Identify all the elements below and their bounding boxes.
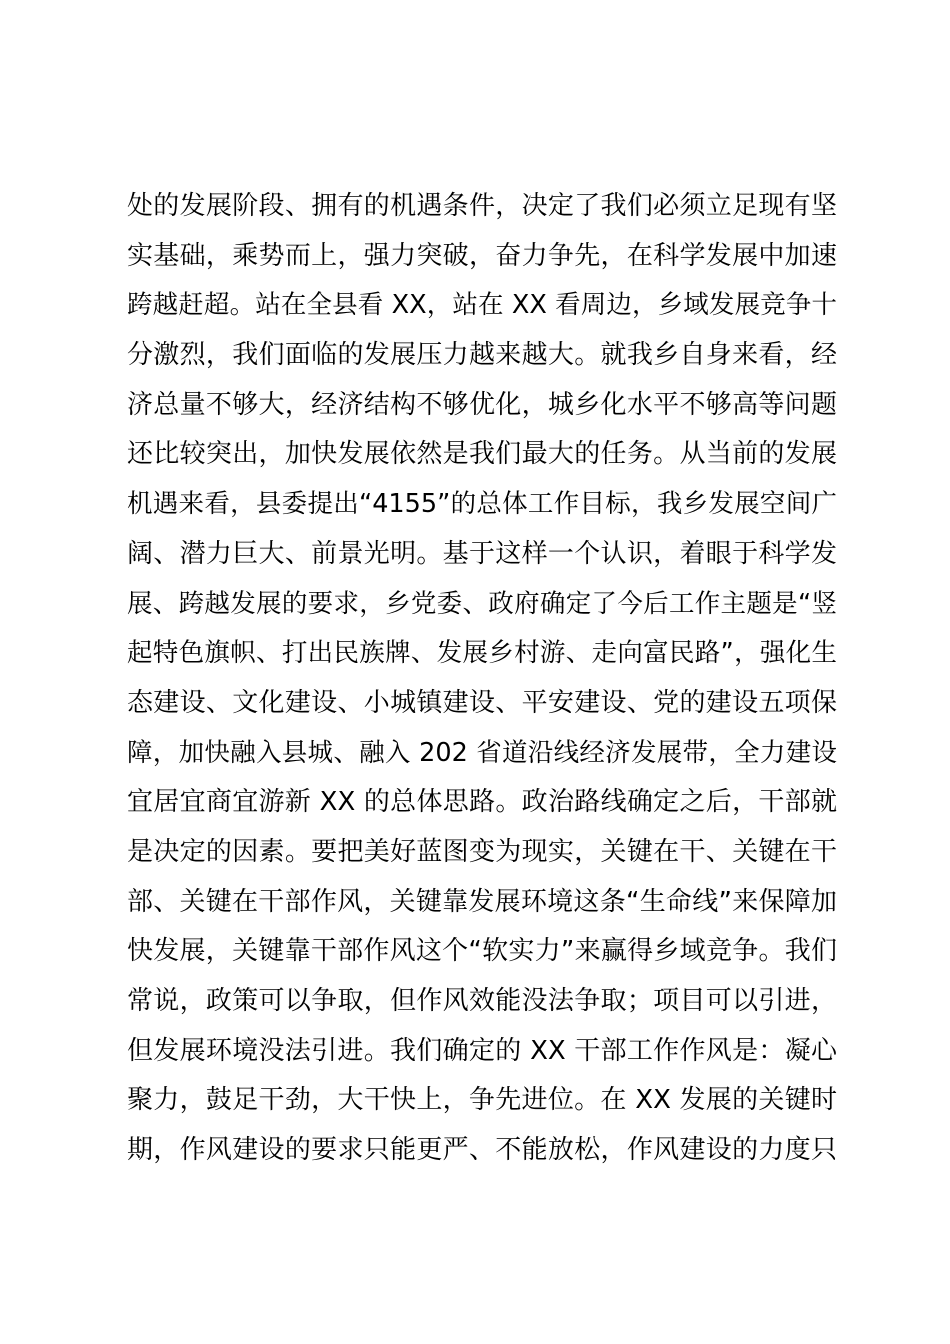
text-line: 障，加快融入县城、融入 202 省道沿线经济发展带，全力建设 (127, 737, 837, 768)
text-line: 聚力，鼓足干劲，大干快上，争先进位。在 XX 发展的关键时 (127, 1085, 837, 1116)
text-line: 部、关键在干部作风，关键靠发展环境这条“生命线”来保障加 (127, 886, 837, 917)
text-line: 机遇来看，县委提出“4155”的总体工作目标，我乡发展空间广 (127, 489, 837, 520)
text-line: 实基础，乘势而上，强力突破，奋力争先，在科学发展中加速 (127, 240, 837, 271)
text-line: 跨越赶超。站在全县看 XX，站在 XX 看周边，乡域发展竞争十 (127, 290, 837, 321)
text-line: 是决定的因素。要把美好蓝图变为现实，关键在干、关键在干 (127, 836, 837, 867)
text-line: 快发展，关键靠干部作风这个“软实力”来赢得乡域竞争。我们 (127, 936, 837, 967)
text-line: 态建设、文化建设、小城镇建设、平安建设、党的建设五项保 (127, 687, 837, 718)
text-line: 处的发展阶段、拥有的机遇条件，决定了我们必须立足现有坚 (127, 191, 837, 221)
text-line: 分激烈，我们面临的发展压力越来越大。就我乡自身来看，经 (127, 340, 837, 371)
text-line: 还比较突出，加快发展依然是我们最大的任务。从当前的发展 (127, 439, 837, 470)
text-line: 常说，政策可以争取，但作风效能没法争取；项目可以引进， (127, 986, 837, 1016)
text-line: 期，作风建设的要求只能更严、不能放松，作风建设的力度只 (127, 1135, 837, 1166)
text-line: 但发展环境没法引进。我们确定的 XX 干部工作作风是：凝心 (127, 1035, 837, 1066)
text-line: 宜居宜商宜游新 XX 的总体思路。政治路线确定之后，干部就 (127, 787, 837, 818)
body-paragraph (127, 182, 837, 1176)
text-line: 济总量不够大，经济结构不够优化，城乡化水平不够高等问题 (127, 389, 837, 420)
text-line: 阔、潜力巨大、前景光明。基于这样一个认识，着眼于科学发 (127, 538, 837, 569)
text-line: 起特色旗帜、打出民族牌、发展乡村游、走向富民路”，强化生 (127, 638, 837, 669)
text-line: 展、跨越发展的要求，乡党委、政府确定了今后工作主题是“竖 (127, 588, 837, 619)
